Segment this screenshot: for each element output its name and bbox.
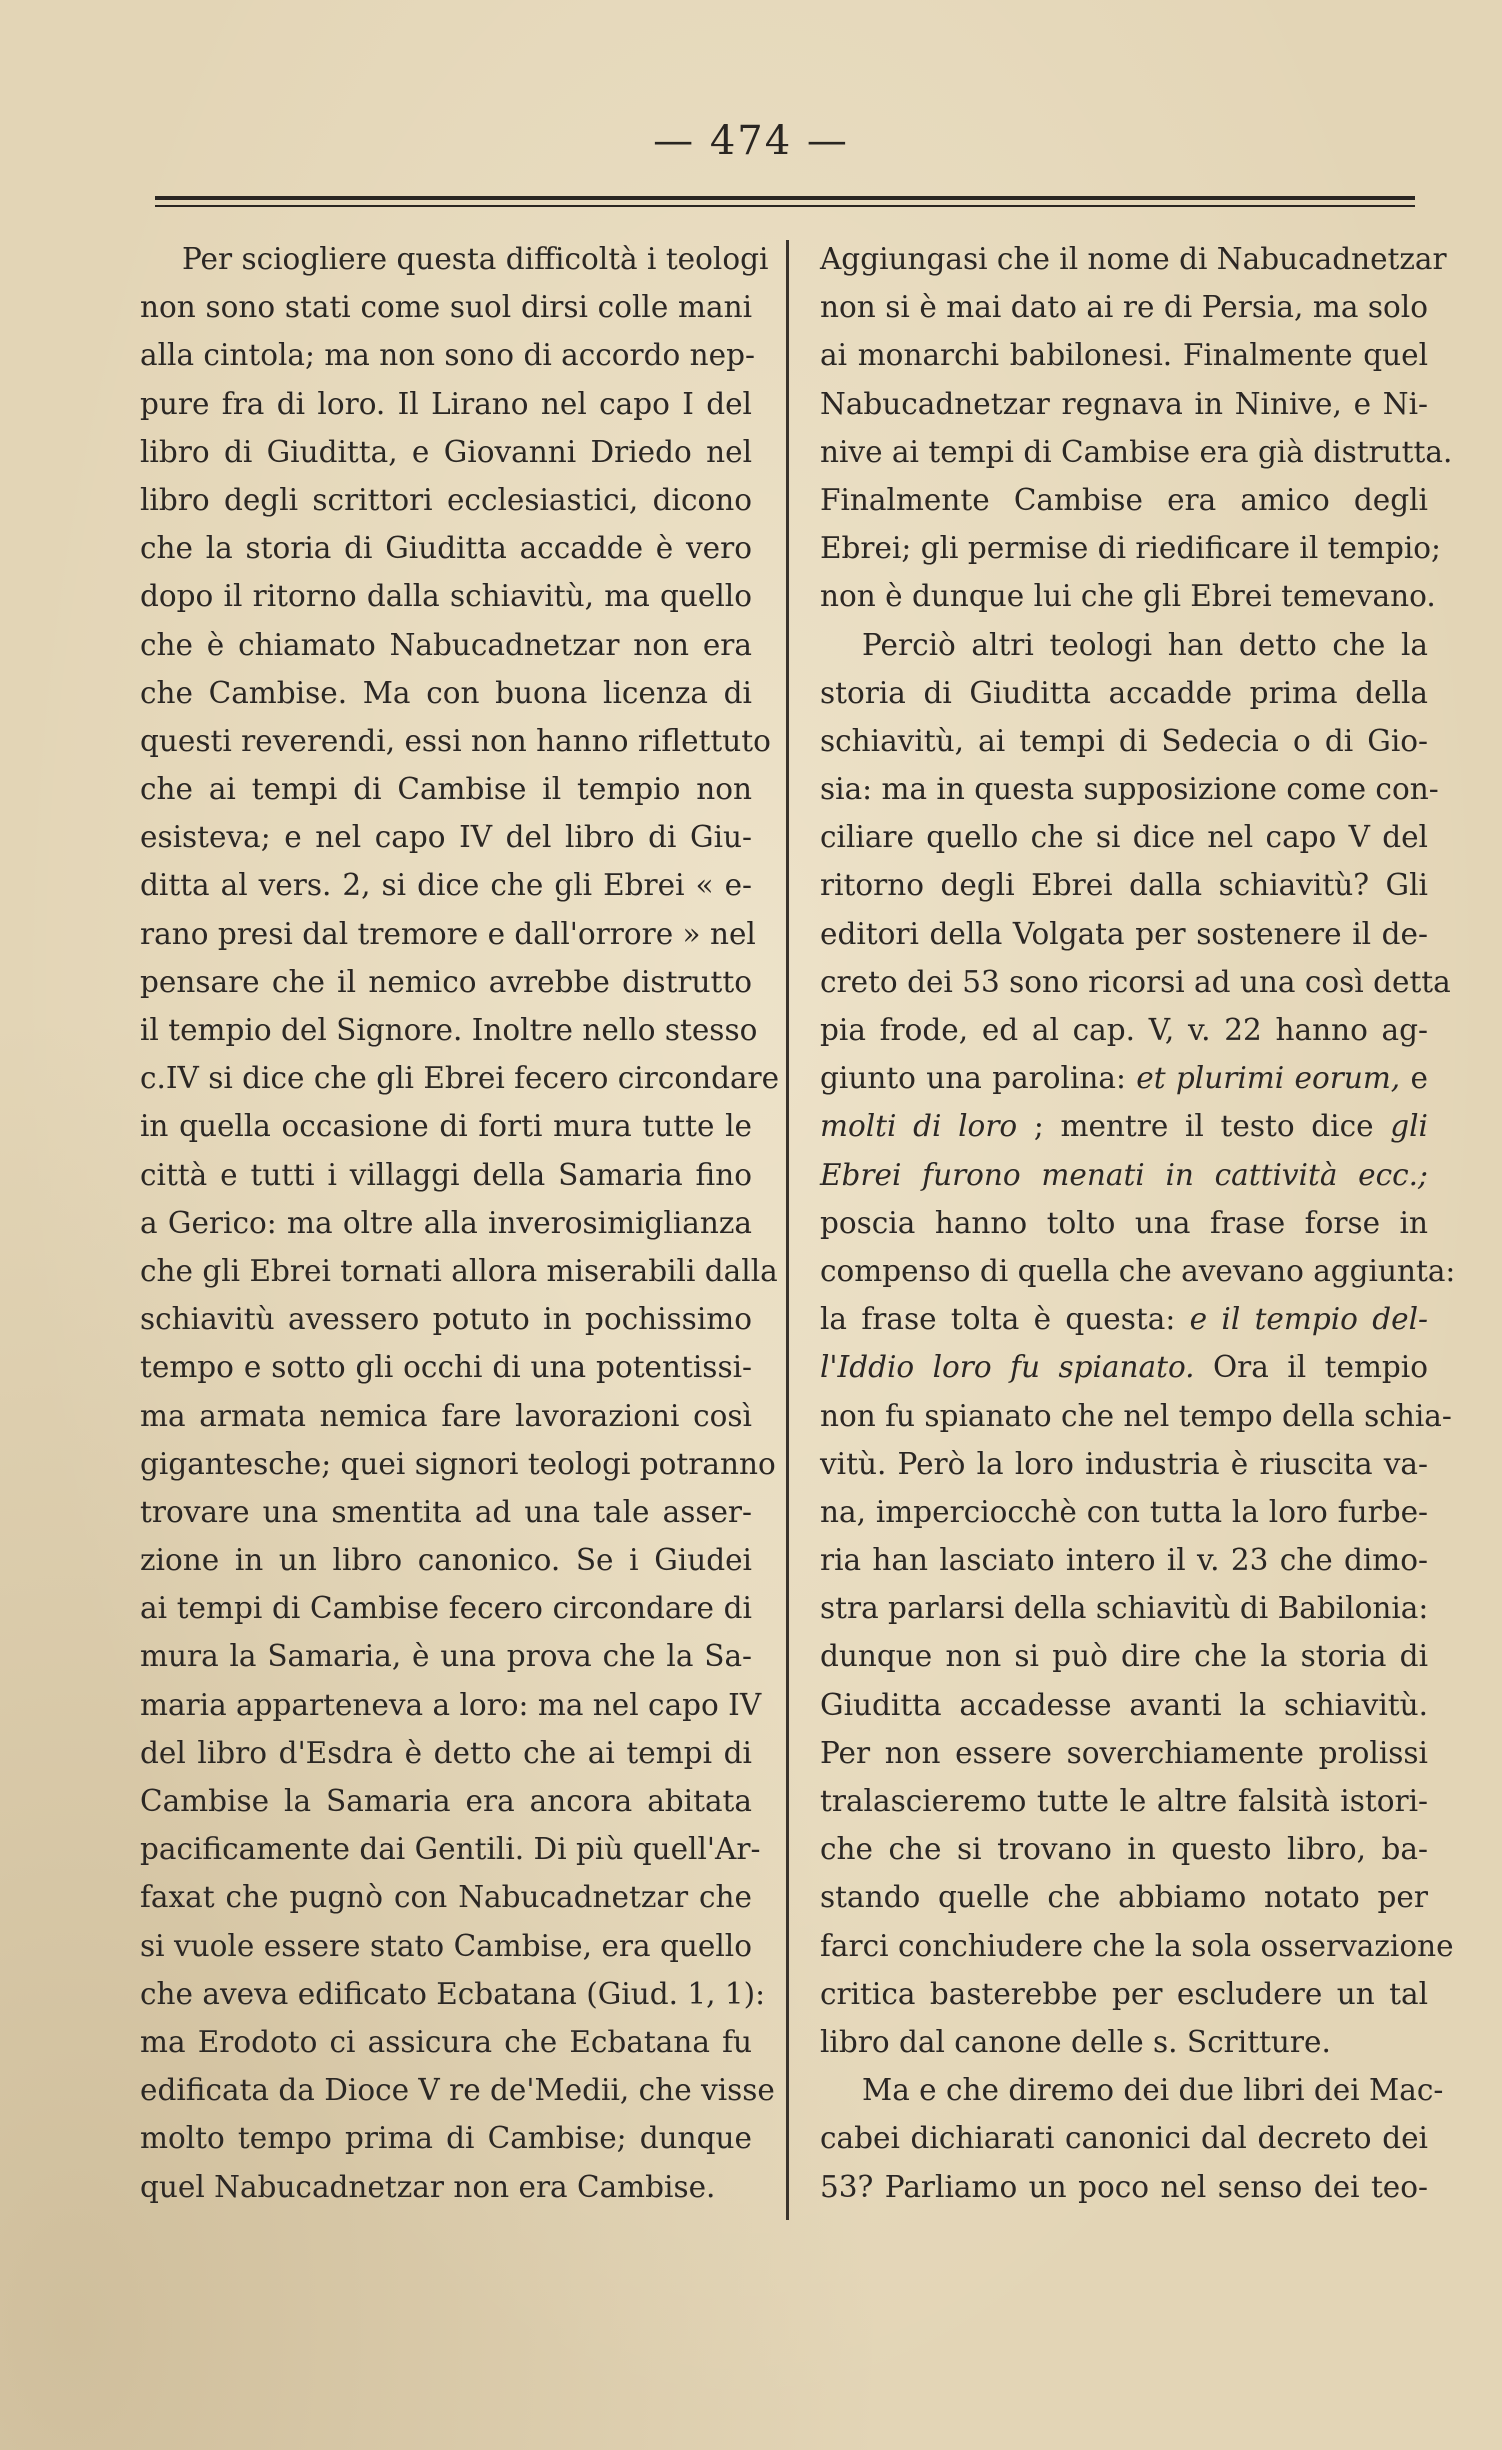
line-text: non è dunque lui che gli Ebrei temevano. <box>820 579 1436 614</box>
text-line <box>140 1632 752 1680</box>
italic-text: molti di loro <box>820 1109 1018 1144</box>
line-text: pure fra di loro. Il Lirano nel capo I del <box>140 386 752 421</box>
text-line <box>820 958 1451 1006</box>
line-text: poscia hanno tolto una frase forse in <box>820 1205 1428 1240</box>
line-text: non fu spianato che nel tempo della schia- <box>820 1398 1452 1433</box>
text-line <box>820 1247 1456 1295</box>
text-line <box>820 765 1439 813</box>
line-text: alla cintola; ma non sono di accordo nep- <box>140 338 755 373</box>
italic-text: l'Iddio loro fu spianato. <box>820 1350 1195 1385</box>
line-text: gigantesche; quei signori teologi potranno <box>140 1446 776 1481</box>
text-line <box>820 861 1428 909</box>
line-text: tralascieremo tutte le altre falsità istori- <box>820 1784 1428 1818</box>
text-line <box>820 1536 1428 1584</box>
line-text: Ora il tempio <box>1194 1350 1428 1385</box>
line-text: del libro d'Esdra è detto che ai tempi di <box>140 1735 752 1770</box>
text-line <box>820 1440 1428 1488</box>
text-line <box>820 910 1428 958</box>
text-line <box>140 861 752 909</box>
line-text: farci conchiudere che la sola osservazione <box>820 1928 1454 1963</box>
line-text: stando quelle che abbiamo notato per <box>820 1880 1428 1915</box>
header-rule-thin <box>155 205 1415 207</box>
line-text: Per sciogliere questa difficoltà i teologi <box>182 242 769 276</box>
line-text: che che si trovano in questo libro, ba- <box>820 1832 1428 1867</box>
line-text: critica basterebbe per escludere un tal <box>820 1976 1428 2011</box>
text-line <box>140 1825 761 1873</box>
text-line <box>820 1873 1428 1921</box>
line-text: Perciò altri teologi han detto che la <box>862 627 1428 662</box>
line-text: creto dei 53 sono ricorsi ad una così detta <box>820 964 1451 999</box>
line-text: e <box>1400 1061 1428 1096</box>
right-text-column <box>820 235 1456 2211</box>
line-text: libro di Giuditta, e Giovanni Driedo nel <box>140 434 752 469</box>
line-text: che ai tempi di Cambise il tempio non <box>140 772 752 807</box>
line-text: non si è mai dato ai re di Persia, ma solo <box>820 290 1428 325</box>
line-text: schiavitù avessero potuto in pochissimo <box>140 1302 752 1337</box>
text-line <box>820 1584 1428 1632</box>
text-line <box>140 2114 752 2162</box>
page-number: — 474 — <box>653 118 849 164</box>
text-line <box>820 476 1428 524</box>
line-text: Nabucadnetzar regnava in Ninive, e Ni- <box>820 386 1428 421</box>
line-text: stra parlarsi della schiavitù di Babilonia: <box>820 1591 1429 1626</box>
line-text: quel Nabucadnetzar non era Cambise. <box>140 2169 716 2204</box>
line-text: non sono stati come suol dirsi colle mani <box>140 290 752 325</box>
text-line <box>820 1199 1428 1247</box>
line-text: il tempio del Signore. Inoltre nello stesso <box>140 1013 758 1047</box>
line-text: ditta al vers. 2, si dice che gli Ebrei « e- <box>140 868 752 903</box>
text-line <box>820 1295 1428 1343</box>
text-line <box>140 1343 752 1391</box>
text-line <box>140 1247 778 1295</box>
text-line <box>820 1729 1428 1777</box>
line-text: giunto una parolina: <box>820 1061 1137 1096</box>
text-line <box>140 1392 752 1440</box>
line-text: Finalmente Cambise era amico degli <box>820 482 1428 517</box>
line-text: edificata da Dioce V re de'Medii, che visse <box>140 2073 775 2108</box>
line-text: ciliare quello che si dice nel capo V del <box>820 820 1428 855</box>
text-line <box>140 813 752 861</box>
text-line <box>140 283 752 331</box>
text-line <box>820 1970 1428 2018</box>
text-line <box>140 910 756 958</box>
text-line <box>820 283 1428 331</box>
line-text: a Gerico: ma oltre alla inverosimiglianza <box>140 1205 752 1240</box>
text-line <box>140 2163 752 2211</box>
line-text: rano presi dal tremore e dall'orrore » nel <box>140 916 756 951</box>
line-text: zione in un libro canonico. Se i Giudei <box>140 1543 752 1578</box>
text-line <box>820 2163 1428 2211</box>
italic-text: et plurimi eorum, <box>1136 1061 1401 1096</box>
line-text: la frase tolta è questa: <box>820 1302 1190 1337</box>
header-rule <box>155 196 1415 200</box>
text-line <box>820 428 1453 476</box>
text-line <box>140 1873 752 1921</box>
text-line <box>140 524 752 572</box>
line-text: dopo il ritorno dalla schiavitù, ma quello <box>140 579 752 614</box>
text-line <box>820 1777 1428 1825</box>
text-line <box>140 1584 752 1632</box>
line-text: che è chiamato Nabucadnetzar non era <box>140 627 752 662</box>
text-line <box>820 2018 1428 2066</box>
line-text: pia frode, ed al cap. V, v. 22 hanno ag- <box>820 1013 1428 1047</box>
text-line <box>820 1343 1428 1391</box>
text-line <box>140 621 752 669</box>
text-line <box>820 331 1428 379</box>
text-line <box>140 2018 752 2066</box>
line-text: libro degli scrittori ecclesiastici, dicono <box>140 482 752 517</box>
text-line <box>140 1536 752 1584</box>
text-line <box>140 572 752 620</box>
text-line <box>820 1054 1428 1102</box>
line-text: ; mentre il testo dice <box>1017 1109 1391 1144</box>
line-text: che la storia di Giuditta accadde è vero <box>140 531 752 566</box>
text-line <box>820 235 1447 283</box>
text-line <box>820 717 1428 765</box>
column-divider <box>786 240 789 2220</box>
text-line <box>140 1102 752 1150</box>
text-line <box>820 1922 1454 1970</box>
text-line <box>820 1151 1428 1199</box>
line-text: sia: ma in questa supposizione come con- <box>820 772 1439 807</box>
line-text: Ma e che diremo dei due libri dei Mac- <box>862 2073 1444 2108</box>
text-line <box>140 1440 776 1488</box>
text-line <box>140 1006 758 1054</box>
line-text: trovare una smentita ad una tale asser- <box>140 1494 752 1529</box>
text-line <box>140 1151 752 1199</box>
line-text: Per non essere soverchiamente prolissi <box>820 1735 1428 1770</box>
line-text: maria apparteneva a loro: ma nel capo IV <box>140 1687 762 1722</box>
text-line <box>140 428 752 476</box>
line-text: schiavitù, ai tempi di Sedecia o di Gio- <box>820 723 1428 758</box>
text-line <box>140 717 771 765</box>
text-line <box>140 1777 752 1825</box>
text-line <box>140 669 752 717</box>
text-line <box>140 1488 752 1536</box>
line-text: città e tutti i villaggi della Samaria fino <box>140 1157 752 1192</box>
left-text-column <box>140 235 780 2211</box>
text-line <box>140 2066 775 2114</box>
text-line <box>140 1970 766 2018</box>
line-text: ai monarchi babilonesi. Finalmente quel <box>820 338 1428 373</box>
line-text: Aggiungasi che il nome di Nabucadnetzar <box>820 242 1447 276</box>
text-line <box>820 1825 1428 1873</box>
text-line <box>820 1006 1428 1054</box>
line-text: 53? Parliamo un poco nel senso dei teo- <box>820 2169 1428 2204</box>
italic-text: Ebrei furono menati in cattività ecc.; <box>820 1157 1428 1192</box>
line-text: molto tempo prima di Cambise; dunque <box>140 2121 752 2156</box>
text-line <box>820 813 1428 861</box>
text-line <box>140 1922 752 1970</box>
line-text: che aveva edificato Ecbatana (Giud. 1, 1): <box>140 1976 766 2011</box>
line-text: ma Erodoto ci assicura che Ecbatana fu <box>140 2024 752 2059</box>
text-line <box>820 524 1441 572</box>
line-text: faxat che pugnò con Nabucadnetzar che <box>140 1880 752 1915</box>
line-text: ma armata nemica fare lavorazioni così <box>140 1398 752 1433</box>
line-text: nive ai tempi di Cambise era già distrutta. <box>820 434 1453 469</box>
text-line <box>820 1102 1428 1150</box>
text-line <box>140 476 752 524</box>
text-line <box>820 2066 1444 2114</box>
text-line <box>820 1632 1428 1680</box>
line-text: ria han lasciato intero il v. 23 che dimo- <box>820 1543 1428 1578</box>
text-line <box>140 1295 752 1343</box>
line-text: storia di Giuditta accadde prima della <box>820 675 1428 710</box>
line-text: vitù. Però la loro industria è riuscita va- <box>820 1446 1428 1481</box>
line-text: mura la Samaria, è una prova che la Sa- <box>140 1639 752 1674</box>
text-line <box>140 1199 752 1247</box>
line-text: libro dal canone delle s. Scritture. <box>820 2024 1331 2059</box>
text-line <box>820 1681 1428 1729</box>
text-line <box>140 958 752 1006</box>
line-text: na, imperciocchè con tutta la loro furbe- <box>820 1494 1428 1529</box>
line-text: c.IV si dice che gli Ebrei fecero circondare <box>140 1061 780 1096</box>
text-line <box>140 331 755 379</box>
line-text: ritorno degli Ebrei dalla schiavitù? Gli <box>820 868 1428 903</box>
line-text: questi reverendi, essi non hanno riflettuto <box>140 723 771 758</box>
text-line <box>140 1054 780 1102</box>
text-line <box>820 669 1428 717</box>
line-text: editori della Volgata per sostenere il de- <box>820 916 1428 951</box>
text-line <box>140 1681 762 1729</box>
text-line <box>140 235 769 283</box>
line-text: pensare che il nemico avrebbe distrutto <box>140 964 752 999</box>
line-text: in quella occasione di forti mura tutte le <box>140 1109 752 1144</box>
line-text: pacificamente dai Gentili. Di più quell'Ar- <box>140 1832 761 1867</box>
text-line <box>820 621 1428 669</box>
line-text: Giuditta accadesse avanti la schiavitù. <box>820 1687 1428 1722</box>
line-text: Cambise la Samaria era ancora abitata <box>140 1784 752 1818</box>
line-text: che gli Ebrei tornati allora miserabili dalla <box>140 1253 778 1288</box>
text-line <box>820 572 1436 620</box>
line-text: Ebrei; gli permise di riedificare il tempio; <box>820 531 1441 566</box>
text-line <box>820 380 1428 428</box>
line-text: dunque non si può dire che la storia di <box>820 1639 1428 1674</box>
text-line <box>820 2114 1428 2162</box>
italic-text: e il tempio del- <box>1189 1302 1428 1337</box>
line-text: ai tempi di Cambise fecero circondare di <box>140 1591 752 1626</box>
italic-text: gli <box>1390 1109 1428 1144</box>
line-text: che Cambise. Ma con buona licenza di <box>140 675 752 710</box>
line-text: cabei dichiarati canonici dal decreto dei <box>820 2121 1428 2156</box>
line-text: esisteva; e nel capo IV del libro di Giu- <box>140 820 752 855</box>
line-text: tempo e sotto gli occhi di una potentissi- <box>140 1350 752 1385</box>
text-line <box>140 765 752 813</box>
text-line <box>820 1392 1452 1440</box>
line-text: compenso di quella che avevano aggiunta: <box>820 1253 1456 1288</box>
line-text: si vuole essere stato Cambise, era quello <box>140 1928 752 1963</box>
text-line <box>820 1488 1428 1536</box>
text-line <box>140 380 752 428</box>
text-line <box>140 1729 752 1777</box>
